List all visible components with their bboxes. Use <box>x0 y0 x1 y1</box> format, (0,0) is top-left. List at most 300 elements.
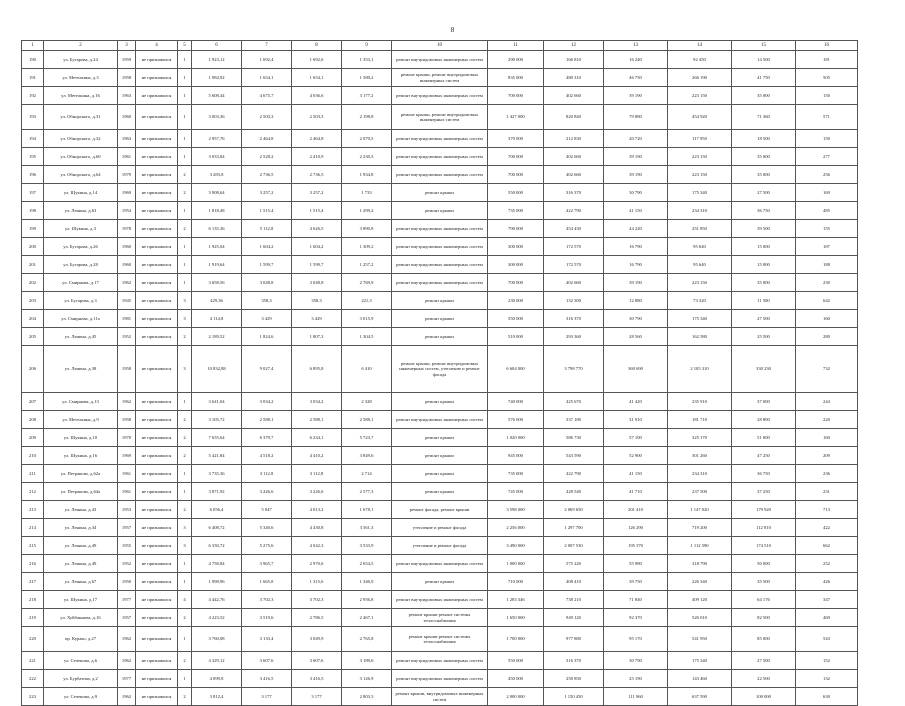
table-cell: 41 150 <box>604 202 668 220</box>
table-cell: 637 590 <box>668 688 732 706</box>
table-cell: 218 <box>22 591 44 609</box>
table-cell: 1963 <box>118 87 136 105</box>
table-cell: 422 790 <box>544 465 604 483</box>
table-cell: 1 665,8 <box>242 573 292 591</box>
table-cell: 1 818,48 <box>192 202 242 220</box>
table-cell: 35 000 <box>732 87 796 105</box>
table-cell: 210 <box>22 447 44 465</box>
table-cell: ул. Метелкина, д.16 <box>44 87 118 105</box>
table-cell: 39 190 <box>604 87 668 105</box>
table-cell: 1 678,1 <box>342 501 392 519</box>
table-cell: ул. Шукина, д.3 <box>44 220 118 238</box>
table-cell: 1950 <box>118 573 136 591</box>
table-cell: не признавался <box>136 87 178 105</box>
table-row <box>22 346 858 393</box>
table-cell: ул. Обнорского, д.64 <box>44 166 118 184</box>
table-cell: 732 <box>796 346 858 393</box>
table-row <box>22 447 858 465</box>
table-cell: 4 758,84 <box>192 555 242 573</box>
table-cell: 187 <box>796 238 858 256</box>
table-cell: ул. Смирнова, д.11а <box>44 310 118 328</box>
table-cell: 1 604,2 <box>292 238 342 256</box>
column-header: 11 <box>488 41 544 51</box>
table-cell: 200 <box>22 238 44 256</box>
table-cell: 2 957,76 <box>192 130 242 148</box>
table-cell: 244 <box>796 393 858 411</box>
table-cell: 6 895,8 <box>292 346 342 393</box>
table-cell: 2 189,52 <box>192 328 242 346</box>
table-cell: 3 658,56 <box>192 274 242 292</box>
table-cell: 3 798 770 <box>544 346 604 393</box>
table-cell: 195 <box>22 148 44 166</box>
table-row <box>22 166 858 184</box>
column-header: 15 <box>732 41 796 51</box>
table-cell: не признавался <box>136 591 178 609</box>
table-cell: 11 500 <box>732 292 796 310</box>
table-cell: 2 736,5 <box>242 166 292 184</box>
table-cell: 3 257,2 <box>292 184 342 202</box>
table-cell: 1 599,7 <box>292 256 342 274</box>
table-cell: ул. Петракова, д.62а <box>44 465 118 483</box>
table-cell: 543 590 <box>544 447 604 465</box>
table-cell: ул. Шукина, д.10 <box>44 429 118 447</box>
table-cell: ул. Шукина, д.16 <box>44 447 118 465</box>
table-cell: 1 346,9 <box>342 573 392 591</box>
table-cell: 204 <box>22 310 44 328</box>
table-cell: 1958 <box>118 346 136 393</box>
table-row <box>22 609 858 627</box>
table-cell: не признавался <box>136 555 178 573</box>
table-cell: ремонт крыши <box>392 393 488 411</box>
table-cell: ул. Бугарова, д.3 <box>44 292 118 310</box>
table-cell: 213 <box>22 501 44 519</box>
table-cell: 152 <box>796 652 858 670</box>
table-cell: ул. Ленина, д.38 <box>44 346 118 393</box>
table-cell: 215 <box>22 537 44 555</box>
table-cell: ремонт внутридомовых инженерных систем <box>392 411 488 429</box>
table-cell: 12 880 <box>604 292 668 310</box>
table-cell: 1978 <box>118 220 136 238</box>
table-cell: не признавался <box>136 184 178 202</box>
table-cell: 3 429 <box>242 310 292 328</box>
table-cell: 1 315,6 <box>292 573 342 591</box>
table-cell: 454 430 <box>544 220 604 238</box>
table-cell: 454 920 <box>668 105 732 130</box>
table-cell: ремонт внутридомовых инженерных систем <box>392 256 488 274</box>
table-cell: 256 <box>796 166 858 184</box>
table-cell: ремонт крыши <box>392 573 488 591</box>
table-cell: 193 <box>22 105 44 130</box>
table-cell: 3 519,6 <box>242 609 292 627</box>
table-cell: 2 765,8 <box>342 627 392 652</box>
table-cell: ул. Щукина, д.14 <box>44 184 118 202</box>
table-cell: 4 675,7 <box>242 87 292 105</box>
table-cell: 223 150 <box>668 87 732 105</box>
table-cell: 2 803,3 <box>342 688 392 706</box>
table-cell: 3 702,3 <box>292 591 342 609</box>
table-cell: 95 640 <box>668 238 732 256</box>
table-cell: 1 807,3 <box>292 328 342 346</box>
table-cell: 226 340 <box>668 573 732 591</box>
table-cell: 3 598 000 <box>488 501 544 519</box>
table-cell: 541 950 <box>668 627 732 652</box>
table-cell: 208 <box>22 411 44 429</box>
table-cell: ул. Смирнова, д.17 <box>44 274 118 292</box>
table-cell: ул. Шукина, д.17 <box>44 591 118 609</box>
table-cell: 3 034,2 <box>242 393 292 411</box>
table-cell: 526 010 <box>668 609 732 627</box>
table-cell: 150 <box>796 87 858 105</box>
table-cell: 2 000 000 <box>488 688 544 706</box>
table-cell: 126 290 <box>604 519 668 537</box>
table-cell: 28 560 <box>604 328 668 346</box>
table-cell: 422 <box>796 519 858 537</box>
table-row <box>22 202 858 220</box>
table-cell: 425 670 <box>544 393 604 411</box>
table-cell: 1 692,6 <box>292 51 342 69</box>
table-cell: 3 812,4 <box>192 688 242 706</box>
table-cell: 1 000 000 <box>488 555 544 573</box>
table-row <box>22 256 858 274</box>
table-cell: 20 720 <box>604 130 668 148</box>
table-cell: 221,3 <box>342 292 392 310</box>
table-cell: 39 190 <box>604 166 668 184</box>
table-cell: не признавался <box>136 220 178 238</box>
table-cell: 1 <box>178 130 192 148</box>
table-cell: 1960 <box>118 238 136 256</box>
table-cell: 480 310 <box>544 69 604 87</box>
table-cell: 700 000 <box>488 166 544 184</box>
table-cell: 2 956,8 <box>342 591 392 609</box>
table-cell: ремонт внутридомовых инженерных систем <box>392 130 488 148</box>
table-cell: 41 420 <box>604 393 668 411</box>
table-cell: 3 890,8 <box>342 220 392 238</box>
table-row <box>22 627 858 652</box>
table-cell: 209 <box>796 447 858 465</box>
table-cell: ремонт крыши <box>392 429 488 447</box>
table-cell: 977 880 <box>544 627 604 652</box>
table-cell: ремонт крыши <box>392 310 488 328</box>
table-cell: 710 000 <box>488 573 544 591</box>
table-cell: 316 370 <box>544 310 604 328</box>
table-cell: 30 790 <box>604 652 668 670</box>
table-cell: 277 <box>796 148 858 166</box>
table-cell: 1959 <box>118 51 136 69</box>
column-header: 5 <box>178 41 192 51</box>
table-cell: 4 013,2 <box>292 501 342 519</box>
table-cell: 1953 <box>118 501 136 519</box>
column-header: 8 <box>292 41 342 51</box>
table-cell: 214 <box>22 519 44 537</box>
table-cell: ремонт внутридомовых инженерных систем <box>392 555 488 573</box>
table-cell: 195 370 <box>604 537 668 555</box>
table-cell: 230 <box>796 274 858 292</box>
table-cell: 422 790 <box>544 202 604 220</box>
column-header: 10 <box>392 41 488 51</box>
table-cell: 1 353,1 <box>342 51 392 69</box>
table-cell: 196 <box>22 166 44 184</box>
table-cell: 3 <box>178 537 192 555</box>
table-cell: ул. Ленина, д.45 <box>44 328 118 346</box>
table-row <box>22 429 858 447</box>
table-cell: 2 070,5 <box>342 130 392 148</box>
table-cell: 713 <box>796 501 858 519</box>
table-cell: 117 950 <box>668 130 732 148</box>
table-row <box>22 555 858 573</box>
table-cell: 358,3 <box>292 292 342 310</box>
table-cell: 1981 <box>118 310 136 328</box>
table-cell: 220 <box>22 627 44 652</box>
table-cell: 223 150 <box>668 274 732 292</box>
table-cell: 505 <box>796 69 858 87</box>
table-cell: 402 660 <box>544 148 604 166</box>
table-cell: не признавался <box>136 688 178 706</box>
table-cell: 3 112,8 <box>292 465 342 483</box>
table-cell: 337 180 <box>544 411 604 429</box>
table-cell: 28 800 <box>732 411 796 429</box>
table-cell: 301 260 <box>668 447 732 465</box>
table-cell: 143 460 <box>668 670 732 688</box>
table-cell: ул. Бурбатова, д.2 <box>44 670 118 688</box>
table-cell: 3 965,7 <box>242 555 292 573</box>
table-cell: 1 824,6 <box>242 328 292 346</box>
table-cell: 46 750 <box>604 69 668 87</box>
table-cell: 16 790 <box>604 256 668 274</box>
table-cell: 1 299,2 <box>342 202 392 220</box>
table-cell: 1 654,1 <box>292 69 342 87</box>
table-cell: 2 <box>178 411 192 429</box>
table-cell: 3 416,5 <box>242 670 292 688</box>
table-cell: 735 000 <box>488 202 544 220</box>
table-cell: ремонт крыши, внутридомовых инженерных систем <box>392 688 488 706</box>
table-cell: 237 500 <box>668 483 732 501</box>
table-cell: 5 340,6 <box>242 519 292 537</box>
table-cell: 2 105 310 <box>668 346 732 393</box>
table-cell: 92 450 <box>668 51 732 69</box>
table-cell: 1 <box>178 274 192 292</box>
table-cell: 16 240 <box>604 51 668 69</box>
table-cell: 211 <box>22 465 44 483</box>
table-cell: 740 000 <box>488 393 544 411</box>
table-cell: 1 984,92 <box>192 69 242 87</box>
table-cell: 221 <box>22 652 44 670</box>
table-cell: 4 <box>178 591 192 609</box>
table-body <box>22 51 858 706</box>
table-cell: не признавался <box>136 292 178 310</box>
table-cell: 50 000 <box>732 555 796 573</box>
table-cell: 1 <box>178 483 192 501</box>
table-cell: 3 908,64 <box>192 184 242 202</box>
table-cell: 6 408,72 <box>192 519 242 537</box>
register-table <box>21 40 858 706</box>
table-cell: 1 <box>178 670 192 688</box>
table-cell: 358,3 <box>242 292 292 310</box>
table-cell: ремонт внутридомовых инженерных систем <box>392 220 488 238</box>
table-cell: 735 000 <box>488 465 544 483</box>
table-cell: 172 570 <box>544 256 604 274</box>
table-cell: ул. Ленина, д.49 <box>44 555 118 573</box>
table-cell: 571 <box>796 105 858 130</box>
table-cell: не признавался <box>136 256 178 274</box>
table-cell: 9 027,4 <box>242 346 292 393</box>
table-cell: 1 919,64 <box>192 256 242 274</box>
table-cell: 1 309,2 <box>342 238 392 256</box>
table-cell: 6 135,36 <box>192 220 242 238</box>
table-cell: ул. Петракова, д.64а <box>44 483 118 501</box>
table-cell: 160 <box>796 310 858 328</box>
column-header: 1 <box>22 41 44 51</box>
table-cell: 1954 <box>118 202 136 220</box>
table-cell: 2 786,5 <box>292 609 342 627</box>
table-row <box>22 537 858 555</box>
table-cell: 316 370 <box>544 184 604 202</box>
table-cell: 71 360 <box>732 105 796 130</box>
table-row <box>22 393 858 411</box>
table-row <box>22 87 858 105</box>
table-cell: 2 <box>178 328 192 346</box>
table-cell: 1 998,96 <box>192 573 242 591</box>
table-cell: 290 000 <box>488 51 544 69</box>
table-cell: 4 099,8 <box>192 670 242 688</box>
table-cell: 234 310 <box>668 202 732 220</box>
table-cell: 36 750 <box>732 202 796 220</box>
table-cell: 2 <box>178 501 192 519</box>
table-cell: 1 150 450 <box>544 688 604 706</box>
table-cell: 1 <box>178 105 192 130</box>
table-cell: ул. Сеченова, д.9 <box>44 688 118 706</box>
table-cell: не признавался <box>136 670 178 688</box>
table-cell: 95 170 <box>604 627 668 652</box>
table-cell: 949 120 <box>544 609 604 627</box>
table-cell: 835 000 <box>488 69 544 87</box>
table-cell: 1 934,8 <box>342 166 392 184</box>
table-cell: 230 000 <box>488 292 544 310</box>
table-row <box>22 591 858 609</box>
table-row <box>22 51 858 69</box>
table-cell: 1 580,2 <box>342 69 392 87</box>
table-cell: 220 <box>796 411 858 429</box>
table-cell: не признавался <box>136 447 178 465</box>
table-cell: 1 112 590 <box>668 537 732 555</box>
table-cell: ремонт крыши <box>392 202 488 220</box>
table-cell: 41 150 <box>604 465 668 483</box>
table-cell: 190 <box>22 51 44 69</box>
table-cell: 82 500 <box>732 609 796 627</box>
table-cell: 112 810 <box>732 519 796 537</box>
table-cell: утепление и ремонт фасада <box>392 519 488 537</box>
table-cell: 231 <box>796 483 858 501</box>
table-row <box>22 573 858 591</box>
table-cell: 1977 <box>118 670 136 688</box>
table-cell: 1 297 700 <box>544 519 604 537</box>
table-cell: 39 500 <box>732 220 796 238</box>
table-cell: 172 570 <box>544 238 604 256</box>
table-row <box>22 501 858 519</box>
table-cell: 2 <box>178 652 192 670</box>
table-cell: 30 790 <box>604 310 668 328</box>
table-cell: 22 500 <box>732 670 796 688</box>
table-cell: 1 <box>178 465 192 483</box>
table-cell: не признавался <box>136 465 178 483</box>
table-cell: 37 000 <box>732 393 796 411</box>
table-cell: 719 200 <box>668 519 732 537</box>
table-cell: 3 049,9 <box>292 627 342 652</box>
table-cell: не признавался <box>136 130 178 148</box>
table-cell: 3 177 <box>292 688 342 706</box>
table-cell: ремонт внутридомовых инженерных систем <box>392 87 488 105</box>
table-cell: 2 007 530 <box>544 537 604 555</box>
table-cell: 3 490 000 <box>488 537 544 555</box>
table-row <box>22 519 858 537</box>
table-cell: не признавался <box>136 274 178 292</box>
table-cell: не признавался <box>136 202 178 220</box>
table-cell: 64 176 <box>732 591 796 609</box>
table-cell: 3 735,36 <box>192 465 242 483</box>
table-cell: 318 790 <box>668 555 732 573</box>
table-cell: 2 328 <box>342 393 392 411</box>
table-row <box>22 238 858 256</box>
table-cell: 2 769,9 <box>342 274 392 292</box>
table-cell: 212 830 <box>544 130 604 148</box>
table-cell: 35 000 <box>732 274 796 292</box>
table-cell: 2 <box>178 609 192 627</box>
table-cell: 10 832,88 <box>192 346 242 393</box>
table-cell: 3 702,3 <box>242 591 292 609</box>
table-cell: 1952 <box>118 328 136 346</box>
table-cell: 1 283 346 <box>488 591 544 609</box>
table-cell: ул. Ленина, д.49 <box>44 537 118 555</box>
table-cell: 790 000 <box>488 220 544 238</box>
table-cell: 575 220 <box>544 555 604 573</box>
table-cell: 2 464,8 <box>292 130 342 148</box>
table-cell: 5 275,6 <box>242 537 292 555</box>
table-cell: 39 750 <box>604 573 668 591</box>
table-cell: не признавался <box>136 328 178 346</box>
table-cell: ремонт внутридомовых инженерных систем <box>392 274 488 292</box>
table-cell: ремонт крыши, ремонт внутридомовых инженерных систем, утепление и ремонт фасада <box>392 346 488 393</box>
column-header: 4 <box>136 41 178 51</box>
table-cell: 3 533,9 <box>342 537 392 555</box>
table-cell: 820 840 <box>544 105 604 130</box>
table-cell: 429,36 <box>192 292 242 310</box>
table-cell: 3 105,72 <box>192 411 242 429</box>
table-cell: 630 <box>796 688 858 706</box>
table-cell: 150 <box>796 130 858 148</box>
table-cell: 1961 <box>118 465 136 483</box>
table-cell: 1 923,12 <box>192 51 242 69</box>
table-cell: 16 790 <box>604 238 668 256</box>
table-cell: 1957 <box>118 519 136 537</box>
table-cell: 199 <box>22 220 44 238</box>
table-cell: 252 <box>796 555 858 573</box>
table-cell: 370 000 <box>488 130 544 148</box>
table-cell: 175 340 <box>668 184 732 202</box>
table-cell: ул. Метелкина, д.9 <box>44 411 118 429</box>
table-cell: 1 515,4 <box>292 202 342 220</box>
table-cell: 642 <box>796 292 858 310</box>
table-cell: 1 <box>178 627 192 652</box>
table-cell: 111 960 <box>604 688 668 706</box>
table-cell: ул. Ленина, д.63 <box>44 202 118 220</box>
table-row <box>22 652 858 670</box>
table-cell: 2 <box>178 447 192 465</box>
table-cell: 169 <box>796 184 858 202</box>
table-cell: 293 360 <box>544 328 604 346</box>
table-cell: 586 730 <box>544 429 604 447</box>
table-cell: 223 150 <box>668 166 732 184</box>
table-cell: 280 <box>796 328 858 346</box>
table-cell: 25 190 <box>604 670 668 688</box>
